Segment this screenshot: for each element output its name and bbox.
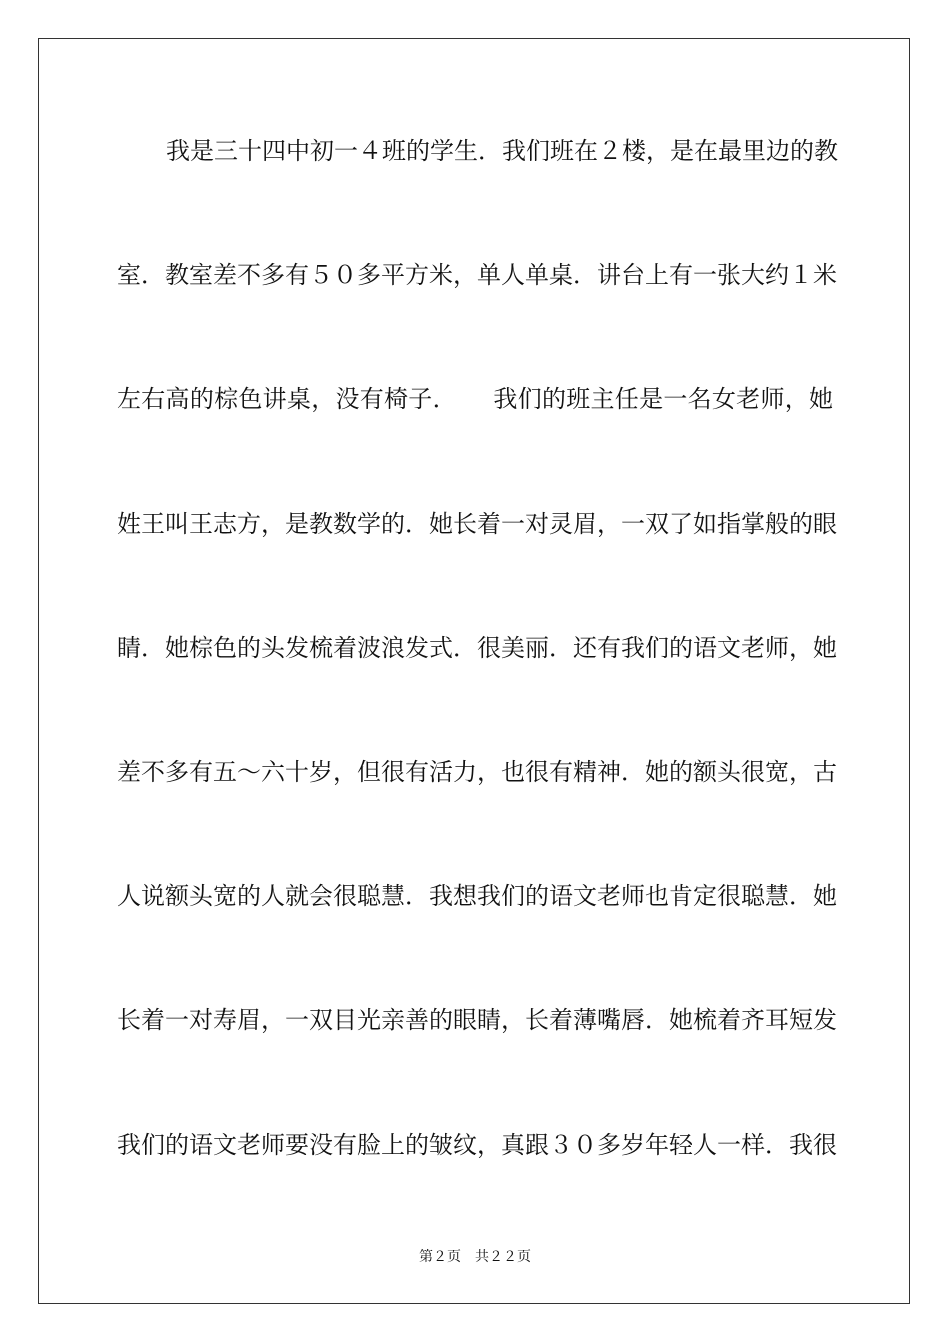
- text-line-9: 我们的语文老师要没有脸上的皱纹，真跟３０多岁年轻人一样．我很: [117, 1131, 837, 1159]
- text-line-7: 人说额头宽的人就会很聪慧．我想我们的语文老师也肯定很聪慧．她: [117, 882, 837, 910]
- page-footer: 第２页 共２２页: [419, 1249, 531, 1265]
- text-line-8: 长着一对寿眉，一双目光亲善的眼睛，长着薄嘴唇．她梳着齐耳短发: [117, 1006, 837, 1034]
- text-line-2: 室．教室差不多有５０多平方米，单人单桌．讲台上有一张大约１米: [117, 261, 837, 289]
- text-line-1: 我是三十四中初一４班的学生．我们班在２楼，是在最里边的教: [166, 137, 838, 165]
- text-line-5: 睛．她棕色的头发梳着波浪发式．很美丽．还有我们的语文老师，她: [117, 634, 837, 662]
- text-line-3: 左右高的棕色讲桌，没有椅子． 我们的班主任是一名女老师，她: [117, 385, 833, 413]
- page-border: [38, 38, 910, 1304]
- text-line-6: 差不多有五～六十岁，但很有活力，也很有精神．她的额头很宽，古: [117, 758, 837, 786]
- text-line-4: 姓王叫王志方，是教数学的．她长着一对灵眉，一双了如指掌般的眼: [117, 510, 837, 538]
